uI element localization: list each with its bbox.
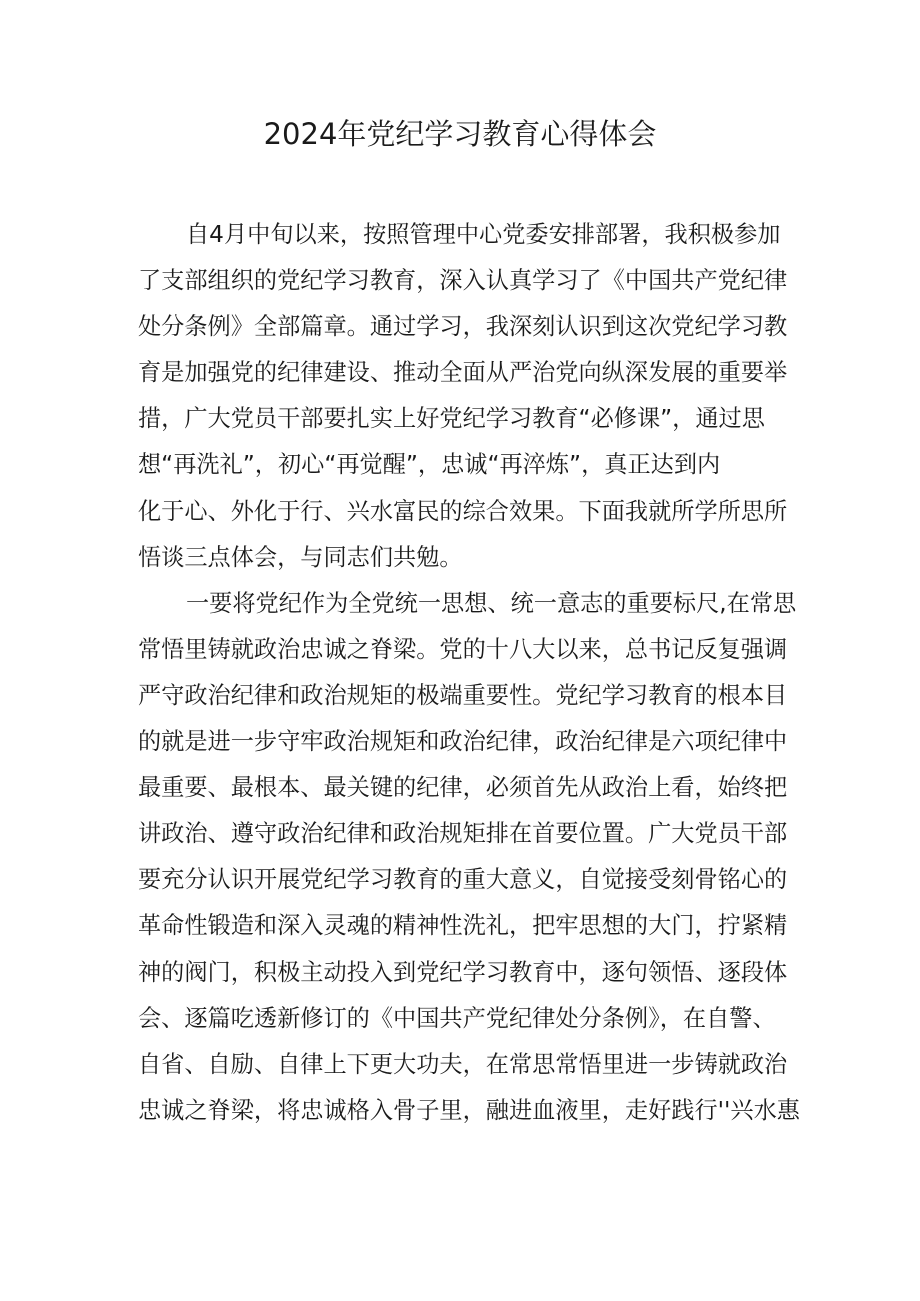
paragraph-2 [138, 581, 798, 1134]
paragraph-line: 革命性锻造和深入灵魂的精神性洗礼，把牢思想的大门，拧紧精 [138, 912, 788, 940]
paragraph-line: 的就是进一步守牢政治规矩和政治纪律，政治纪律是六项纪律中 [138, 728, 788, 756]
paragraph-line: 要充分认识开展党纪学习教育的重大意义，自觉接受刻骨铭心的 [138, 866, 788, 894]
paragraph-line: 神的阀门，积极主动投入到党纪学习教育中，逐句领悟、逐段体 [138, 958, 788, 986]
paragraph-line: 严守政治纪律和政治规矩的极端重要性。党纪学习教育的根本目 [138, 681, 788, 709]
paragraph-line: 自省、自励、自律上下更大功夫，在常思常悟里进一步铸就政治 [138, 1050, 788, 1078]
paragraph-line: 最重要、最根本、最关键的纪律，必须首先从政治上看，始终把 [138, 774, 788, 802]
paragraph-line: 处分条例》全部篇章。通过学习，我深刻认识到这次党纪学习教 [138, 313, 788, 341]
paragraph-1 [138, 212, 798, 581]
paragraph-line: 一要将党纪作为全党统一思想、统一意志的重要标尺,在常思 [186, 589, 797, 617]
document-title: 2024年党纪学习教育心得体会 [263, 117, 657, 151]
paragraph-line: 讲政治、遵守政治纪律和政治规矩排在首要位置。广大党员干部 [138, 820, 788, 848]
paragraph-line: 忠诚之脊梁，将忠诚格入骨子里，融进血液里，走好践行''兴水惠 [138, 1096, 800, 1124]
paragraph-line: 常悟里铸就政治忠诚之脊梁。党的十八大以来，总书记反复强调 [138, 635, 788, 663]
document-body [138, 212, 798, 1134]
paragraph-line: 化于心、外化于行、兴水富民的综合效果。下面我就所学所思所 [138, 497, 788, 525]
paragraph-line: 想“再洗礼”，初心“再觉醒”，忠诚“再淬炼”，真正达到内 [138, 451, 721, 479]
paragraph-line: 措，广大党员干部要扎实上好党纪学习教育“必修课”，通过思 [138, 405, 765, 433]
paragraph-line: 悟谈三点体会，与同志们共勉。 [138, 543, 463, 571]
paragraph-line: 育是加强党的纪律建设、推动全面从严治党向纵深发展的重要举 [138, 359, 788, 387]
paragraph-line: 了支部组织的党纪学习教育，深入认真学习了《中国共产党纪律 [138, 267, 788, 295]
paragraph-line: 会、逐篇吃透新修订的《中国共产党纪律处分条例》，在自警、 [138, 1004, 776, 1032]
paragraph-line: 自4月中旬以来，按照管理中心党委安排部署，我积极参加 [186, 221, 781, 248]
